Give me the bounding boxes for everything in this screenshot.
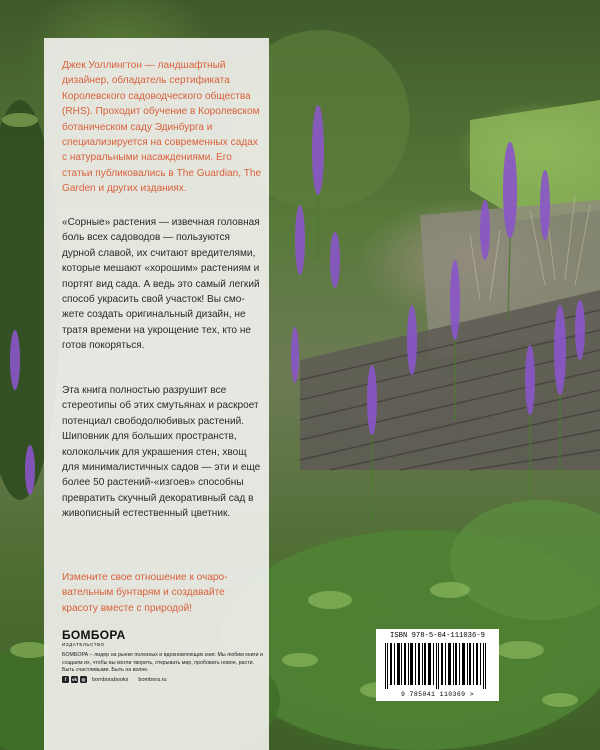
call-to-action: Измените свое отношение к очаровательным бунтарям и создавайте красоту вместе с природой!	[62, 572, 228, 614]
description-paragraph: Эта книга полностью разрушит все стереотипы об этих смутьянах и раскроет потенциал свободолюбивых растений. Шиповник для больших пространств, колокольчик для украшения стен, хвощ для минималистичных садов — эти и еще более 50 растений-«изгоев» способны превратить скучный декоративный сад в живописный естественный цветник.	[62, 385, 261, 520]
publisher-logo	[62, 629, 126, 647]
social-links	[62, 676, 167, 683]
barcode-bars	[385, 643, 490, 689]
facebook-icon: f	[62, 676, 69, 683]
vk-icon: vk	[71, 677, 77, 682]
publisher-website: bombora.ru	[138, 676, 167, 683]
publisher-note: БОМБОРА – лидер на рынке полезных и вдохновляющих книг. Мы любим книги и создаем их, чтобы вы могли творить, открывать мир, пробовать новое, расти. Быть счастливыми. Быть на волне.	[62, 652, 263, 673]
barcode-digits: 9 785041 110369 >	[400, 691, 475, 698]
barcode	[376, 629, 499, 701]
description-paragraph: «Сорные» растения — извечная головная боль всех садоводов — пользуются дурной славой, их считают вредителями, которые мешают «хорошим» растениям и портят вид сада. А ведь это самый легкий способ украсить свой участок! Вы сможете создать оригинальный дизайн, не тратя времени на укрощение тех, кто не готов покоряться.	[62, 217, 260, 352]
social-handle: bomborabooks	[92, 676, 129, 683]
instagram-icon: ◎	[81, 677, 86, 682]
publisher-logo-text: БОМБОРА	[62, 628, 126, 642]
isbn-label: ISBN 978-5-04-111036-9	[390, 632, 485, 640]
author-bio: Джек Уоллингтон — ландшафтный дизайнер, обладатель сертификата Королевского садоводческого общества (RHS). Проходит обучение в Королевском ботаническом саду Эдинбурга и специализируется на современных садах с натуральными насаждениями. Его статьи публиковались в The Guardian, The Garden и других изданиях.	[62, 60, 262, 195]
publisher-logo-subtitle: ИЗДАТЕЛЬСТВО	[62, 642, 105, 647]
